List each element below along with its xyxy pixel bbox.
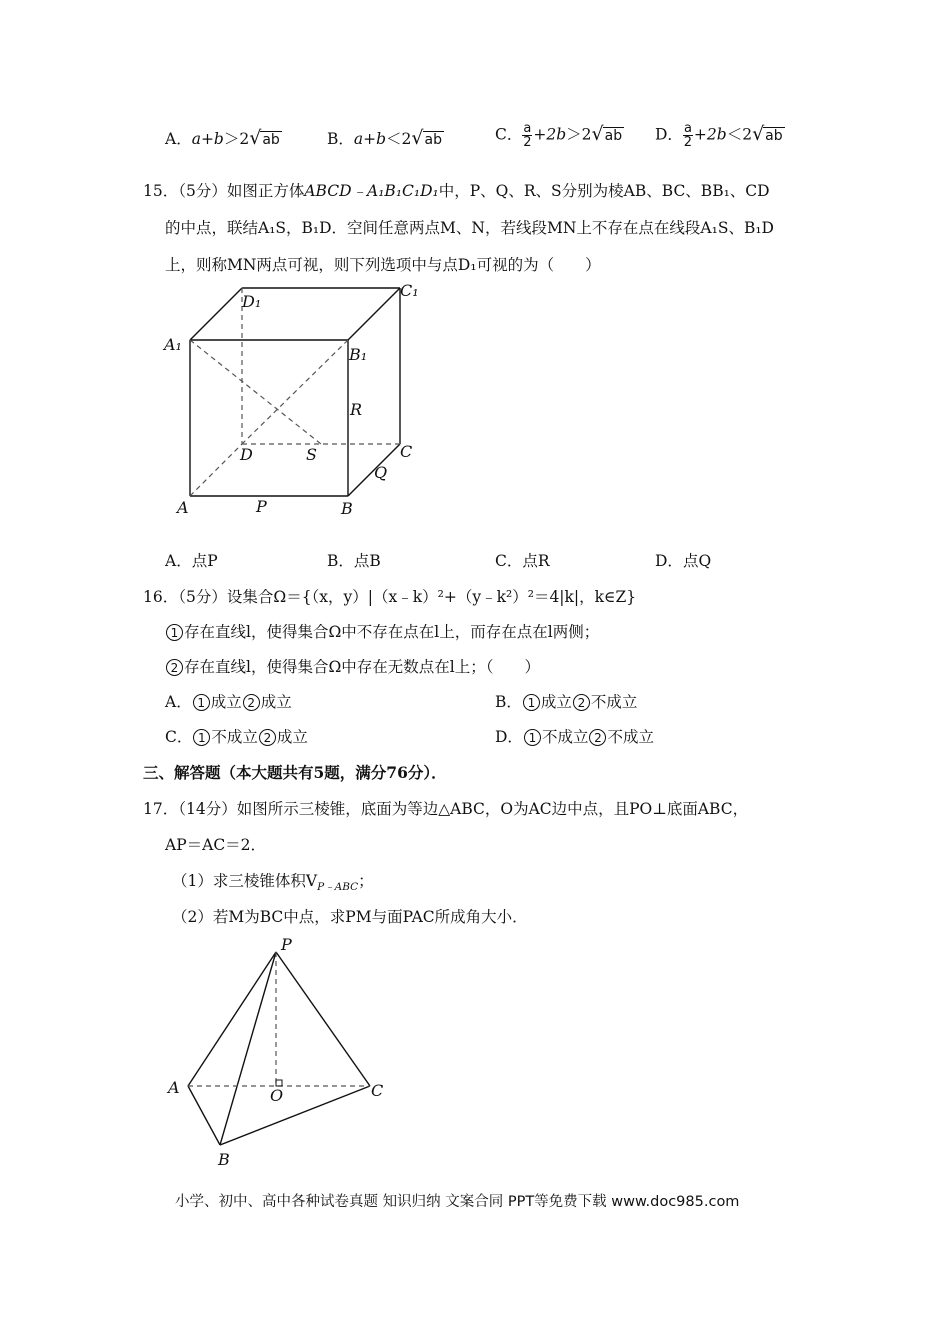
- edge-ab: [188, 1086, 220, 1145]
- cube-figure: [160, 280, 430, 520]
- edge-ad: [190, 444, 242, 496]
- q16-option-d: D． 1 不成立 2 不成立: [495, 728, 654, 746]
- q14-option-a: A．a+b＞2√ab: [165, 127, 280, 149]
- label-p: P: [256, 497, 267, 516]
- segment-a1s: [190, 340, 321, 444]
- q17-line1: 17．（14分）如图所示三棱锥，底面为等边△ABC，O为AC边中点，且PO⊥底面ABC，: [143, 800, 749, 818]
- label-p: P: [281, 935, 292, 954]
- label-q: Q: [374, 463, 388, 482]
- footer-text: 小学、初中、高中各种试卷真题 知识归纳 文案合同 PPT等免费下载 www.doc985.com: [175, 1194, 740, 1210]
- label-c1: C₁: [400, 281, 419, 300]
- label-s: S: [306, 445, 317, 464]
- edge-pb: [220, 952, 276, 1145]
- q17-part1: （1）求三棱锥体积$V_{P﹣ABC}$；: [172, 872, 374, 893]
- q16-option-c: C． 1 不成立 2 成立: [165, 728, 308, 746]
- q16-statement-1: 1 存在直线l，使得集合Ω中不存在点在l上，而存在点在l两侧；: [165, 620, 599, 642]
- edge-a1d1: [190, 288, 242, 340]
- q14-option-b: B．a+b＜2√ab: [327, 127, 442, 149]
- label-a1: A₁: [164, 335, 182, 354]
- edge-bc: [220, 1086, 370, 1145]
- pyramid-figure: [160, 930, 400, 1170]
- q15-option-c: C．点R: [495, 552, 550, 570]
- label-a: A: [177, 498, 189, 517]
- q15-line1: 15．（5分）如图正方体ABCD﹣A₁B₁C₁D₁中，P、Q、R、S分别为棱AB、BC、BB₁、CD: [143, 182, 770, 200]
- q16-option-a: A． 1 成立 2 成立: [165, 693, 292, 711]
- q14-option-c: C． $\frac{a}{2}$ +2b＞2√ab: [495, 121, 623, 150]
- edge-pa: [188, 952, 276, 1086]
- label-b1: B₁: [349, 345, 368, 364]
- q14-option-d: D． $\frac{a}{2}$ +2b＜2√ab: [655, 121, 783, 150]
- segment-b1d: [242, 340, 348, 444]
- label-c: C: [371, 1081, 384, 1100]
- q15-line2: 的中点，联结A₁S，B₁D．空间任意两点M、N，若线段MN上不存在点在线段A₁S、B₁D: [165, 219, 774, 237]
- label-r: R: [350, 400, 363, 419]
- q15-option-b: B．点B: [327, 552, 381, 570]
- label-o: O: [270, 1086, 284, 1105]
- q16-statement-2: 2 存在直线l，使得集合Ω中存在无数点在l上；（ ）: [165, 655, 540, 677]
- label-b: B: [218, 1150, 230, 1169]
- q16-option-b: B． 1 成立 2 不成立: [495, 693, 638, 711]
- edge-pc: [276, 952, 370, 1086]
- label-b: B: [341, 499, 353, 518]
- label-a: A: [168, 1078, 180, 1097]
- label-d: D: [240, 445, 253, 464]
- q16-stem: 16．（5分）设集合Ω＝{（x，y）|（x﹣k）²+（y﹣k²）²＝4|k|，k∈Z}: [143, 588, 637, 606]
- q17-line2: AP＝AC＝2．: [165, 836, 267, 854]
- label-c: C: [400, 442, 413, 461]
- edge-b1c1: [348, 288, 400, 340]
- q17-part2: （2）若M为BC中点，求PM与面PAC所成角大小．: [172, 908, 528, 926]
- q15-option-d: D．点Q: [655, 552, 712, 570]
- q15-option-a: A．点P: [165, 552, 218, 570]
- label-d1: D₁: [242, 292, 262, 311]
- q15-line3: 上，则称MN两点可视，则下列选项中与点D₁可视的为（ ）: [165, 256, 601, 274]
- section-3-title: 三、解答题（本大题共有5题，满分76分）．: [143, 763, 447, 782]
